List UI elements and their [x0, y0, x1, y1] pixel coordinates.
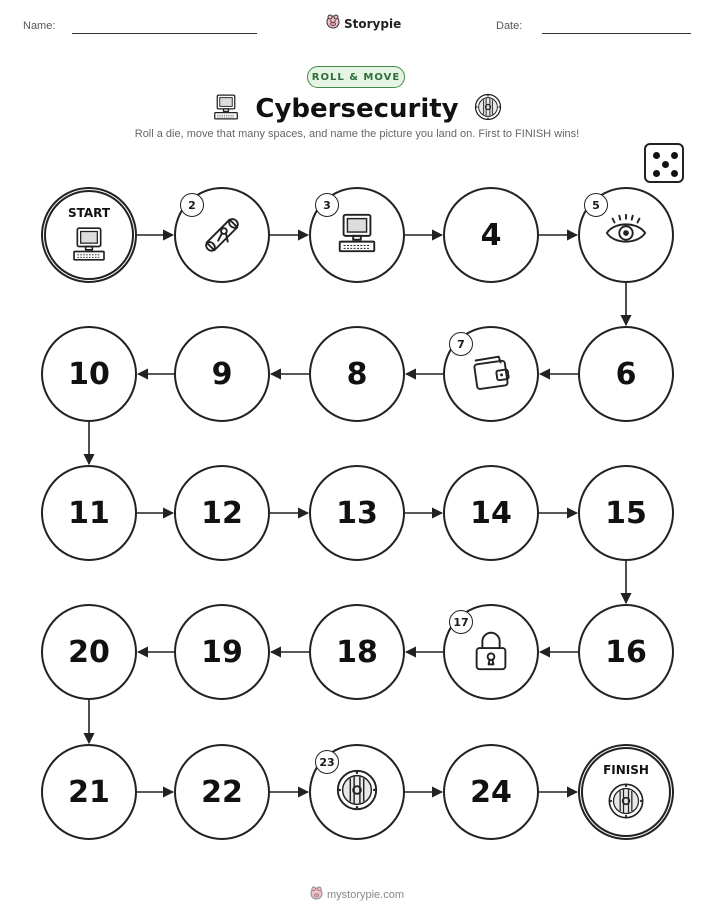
board-space-17	[443, 604, 539, 700]
space-number-badge: 23	[315, 750, 339, 774]
space-number: 22	[201, 774, 243, 810]
space-number-badge: 7	[449, 332, 473, 356]
board-space-11	[41, 465, 137, 561]
footer	[0, 886, 714, 904]
space-number-badge: 17	[449, 610, 473, 634]
board-space-20	[41, 604, 137, 700]
space-number-badge: 2	[180, 193, 204, 217]
board-space-10	[41, 326, 137, 422]
board-space-1	[41, 187, 137, 283]
name-label: Name:	[23, 20, 56, 32]
board-space-4	[443, 187, 539, 283]
board-space-21	[41, 744, 137, 840]
space-number: 24	[470, 774, 512, 810]
board-space-3	[309, 187, 405, 283]
space-number: 13	[336, 495, 378, 531]
pig-mascot-icon	[310, 886, 323, 904]
space-number: 11	[68, 495, 110, 531]
space-number-badge: 3	[315, 193, 339, 217]
board-space-22	[174, 744, 270, 840]
eye-icon	[603, 210, 649, 261]
board-space-23	[309, 744, 405, 840]
computer-icon	[69, 224, 109, 269]
board-space-24	[443, 744, 539, 840]
board-space-25	[578, 744, 674, 840]
padlock-icon	[468, 627, 514, 678]
space-number: 8	[346, 356, 368, 392]
board-space-18	[309, 604, 405, 700]
page-title: Cybersecurity	[255, 94, 459, 124]
space-number-badge: 5	[584, 193, 608, 217]
computer-icon	[334, 210, 380, 261]
board-space-7	[443, 326, 539, 422]
board-space-12	[174, 465, 270, 561]
space-number: 14	[470, 495, 512, 531]
finish-label: FINISH	[603, 763, 649, 777]
space-number: 16	[605, 634, 647, 670]
space-number: 9	[211, 356, 233, 392]
instructions: Roll a die, move that many spaces, and name the picture you land on. First to FINISH wins!	[134, 128, 580, 140]
shield-icon	[606, 781, 646, 826]
space-number: 20	[68, 634, 110, 670]
board-space-5	[578, 187, 674, 283]
space-number: 21	[68, 774, 110, 810]
board-space-6	[578, 326, 674, 422]
board-space-15	[578, 465, 674, 561]
board-space-19	[174, 604, 270, 700]
date-label: Date:	[496, 20, 523, 32]
space-number: 6	[615, 356, 637, 392]
board-space-13	[309, 465, 405, 561]
board-space-8	[309, 326, 405, 422]
wallet-icon	[468, 349, 514, 400]
space-number: 15	[605, 495, 647, 531]
mode-badge: ROLL & MOVE	[307, 66, 405, 88]
shield-icon	[334, 767, 380, 818]
scroll-icon	[199, 210, 245, 261]
board-space-9	[174, 326, 270, 422]
start-label: START	[67, 206, 111, 220]
board-space-16	[578, 604, 674, 700]
brand-name: Storypie	[344, 16, 402, 31]
space-number: 4	[480, 217, 502, 253]
space-number: 10	[68, 356, 110, 392]
space-number: 19	[201, 634, 243, 670]
space-number: 18	[336, 634, 378, 670]
footer-url[interactable]: mystorypie.com	[326, 889, 405, 901]
board-space-2	[174, 187, 270, 283]
board-space-14	[443, 465, 539, 561]
space-number: 12	[201, 495, 243, 531]
